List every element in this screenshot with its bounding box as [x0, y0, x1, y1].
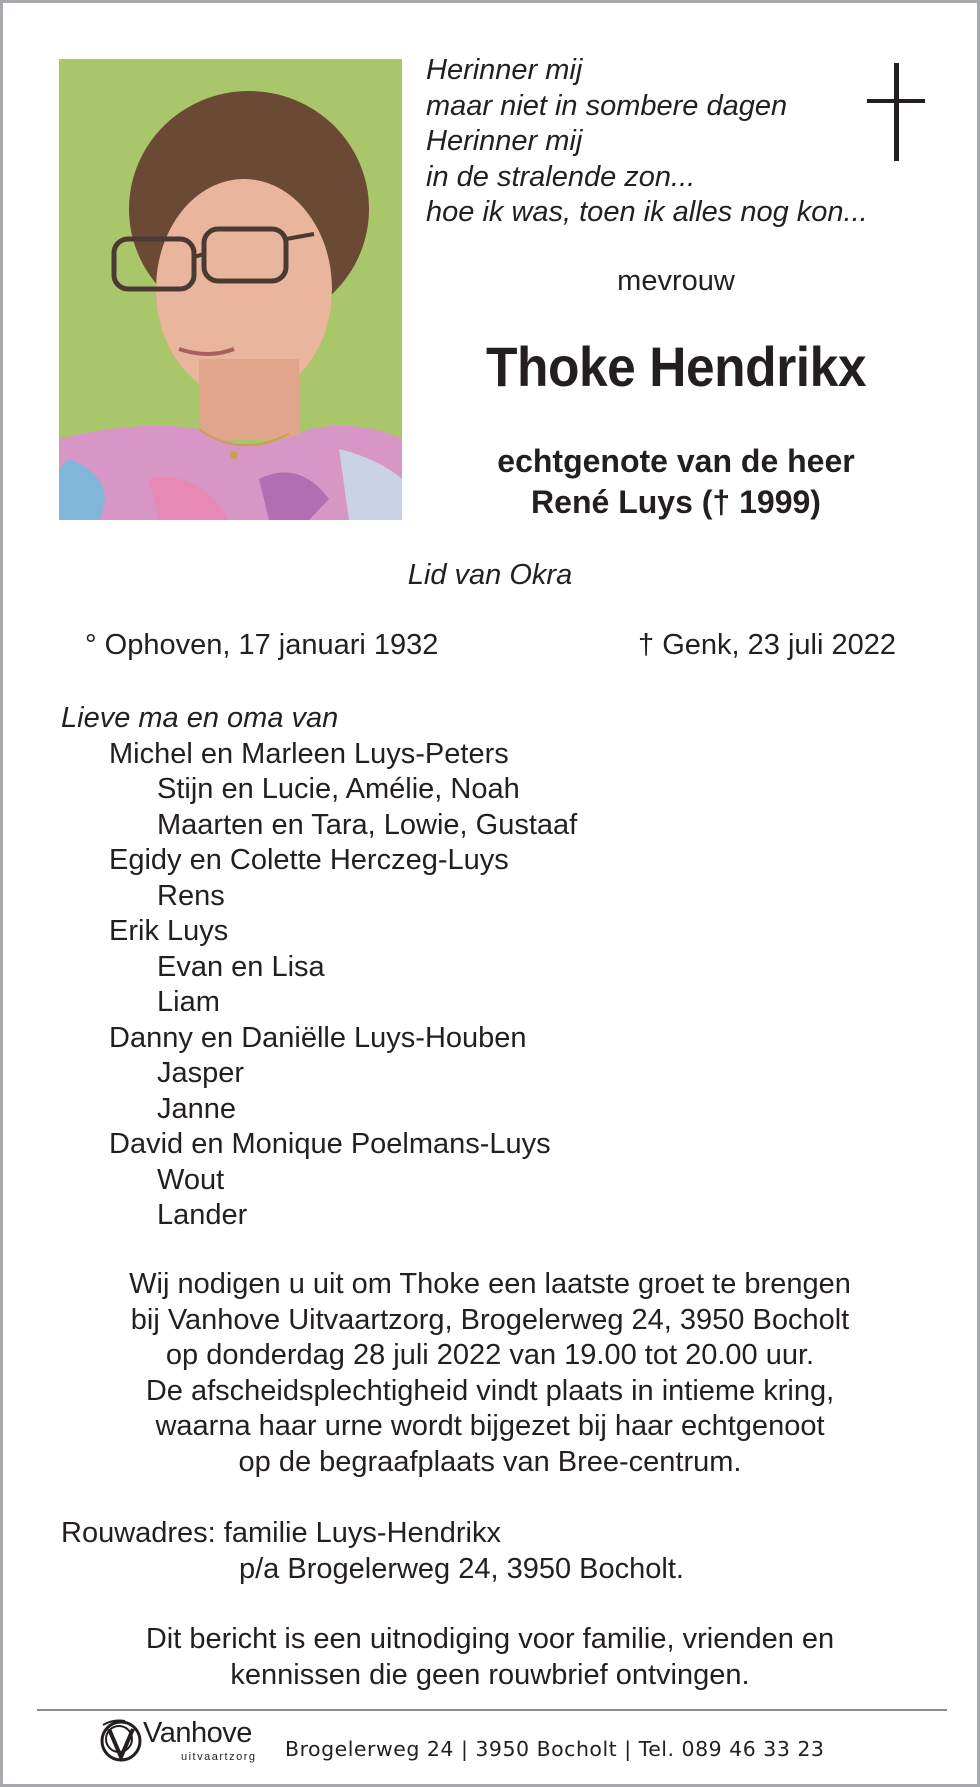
mourning-address — [61, 1516, 684, 1587]
logo-name: Vanhove — [143, 1717, 252, 1749]
spouse-info — [426, 441, 926, 523]
family-member-line: Wout — [157, 1163, 225, 1196]
family-member-line: Danny en Daniëlle Luys-Houben — [109, 1021, 527, 1054]
family-member-line: Rens — [157, 879, 225, 912]
footer-divider — [37, 1709, 947, 1711]
poem-line: hoe ik was, toen ik alles nog kon... — [426, 196, 868, 228]
membership-note: Lid van Okra — [407, 559, 573, 591]
latin-cross-icon — [867, 63, 925, 161]
spouse-line: echtgenote van de heer — [497, 443, 855, 479]
footer — [97, 1713, 957, 1783]
death-info: † Genk, 23 juli 2022 — [638, 629, 896, 661]
family-member-line: Evan en Lisa — [157, 950, 325, 983]
invitation-line: bij Vanhove Uitvaartzorg, Brogelerweg 24, 3950 Bocholt — [130, 1303, 850, 1336]
family-member-line: Liam — [157, 986, 220, 1018]
family-list — [61, 701, 577, 1234]
notice-line: kennissen die geen rouwbrief ontvingen. — [230, 1659, 750, 1691]
family-member-line: David en Monique Poelmans-Luys — [109, 1128, 551, 1160]
invitation-line: Wij nodigen u uit om Thoke een laatste groet te brengen — [129, 1268, 851, 1300]
invitation-line: op donderdag 28 juli 2022 van 19.00 tot 20.00 uur. — [165, 1339, 815, 1371]
invitation-text — [3, 1267, 977, 1480]
family-member-line: Erik Luys — [109, 915, 229, 947]
notice-line: Dit bericht is een uitnodiging voor familie, vrienden en — [145, 1623, 835, 1655]
vanhove-logo-icon — [97, 1715, 145, 1767]
contact-info: Brogelerweg 24 | 3950 Bocholt | Tel. 089 46 33 23 — [285, 1737, 825, 1761]
memorial-poem — [426, 53, 868, 231]
honorific: mevrouw — [617, 265, 735, 297]
address-line: p/a Brogelerweg 24, 3950 Bocholt. — [239, 1552, 684, 1585]
family-member-line: Maarten en Tara, Lowie, Gustaaf — [157, 808, 578, 841]
family-member-line: Janne — [157, 1092, 237, 1125]
notice-text — [3, 1621, 977, 1693]
family-member-line: Jasper — [157, 1057, 245, 1089]
family-member-line: Michel en Marleen Luys-Peters — [109, 737, 509, 770]
invitation-line: op de begraafplaats van Bree-centrum. — [238, 1445, 742, 1478]
address-line: Rouwadres: familie Luys-Hendrikx — [61, 1517, 501, 1549]
family-member-line: Egidy en Colette Herczeg-Luys — [109, 844, 509, 876]
logo-subtitle: uitvaartzorg — [181, 1751, 257, 1763]
family-intro: Lieve ma en oma van — [61, 702, 339, 734]
poem-line: Herinner mij — [426, 125, 583, 157]
family-member-line: Lander — [157, 1199, 248, 1231]
spouse-line: René Luys († 1999) — [531, 484, 821, 520]
deceased-name: Thoke Hendrikx — [485, 335, 867, 398]
poem-line: Herinner mij — [426, 54, 583, 86]
birth-info: ° Ophoven, 17 januari 1932 — [85, 629, 439, 661]
invitation-line: De afscheidsplechtigheid vindt plaats in intieme kring, — [145, 1374, 835, 1407]
family-member-line: Stijn en Lucie, Amélie, Noah — [157, 773, 520, 805]
poem-line: maar niet in sombere dagen — [426, 89, 788, 122]
invitation-line: waarna haar urne wordt bijgezet bij haar echtgenoot — [155, 1410, 825, 1442]
portrait-photo — [59, 59, 402, 520]
poem-line: in de stralende zon... — [426, 160, 696, 193]
